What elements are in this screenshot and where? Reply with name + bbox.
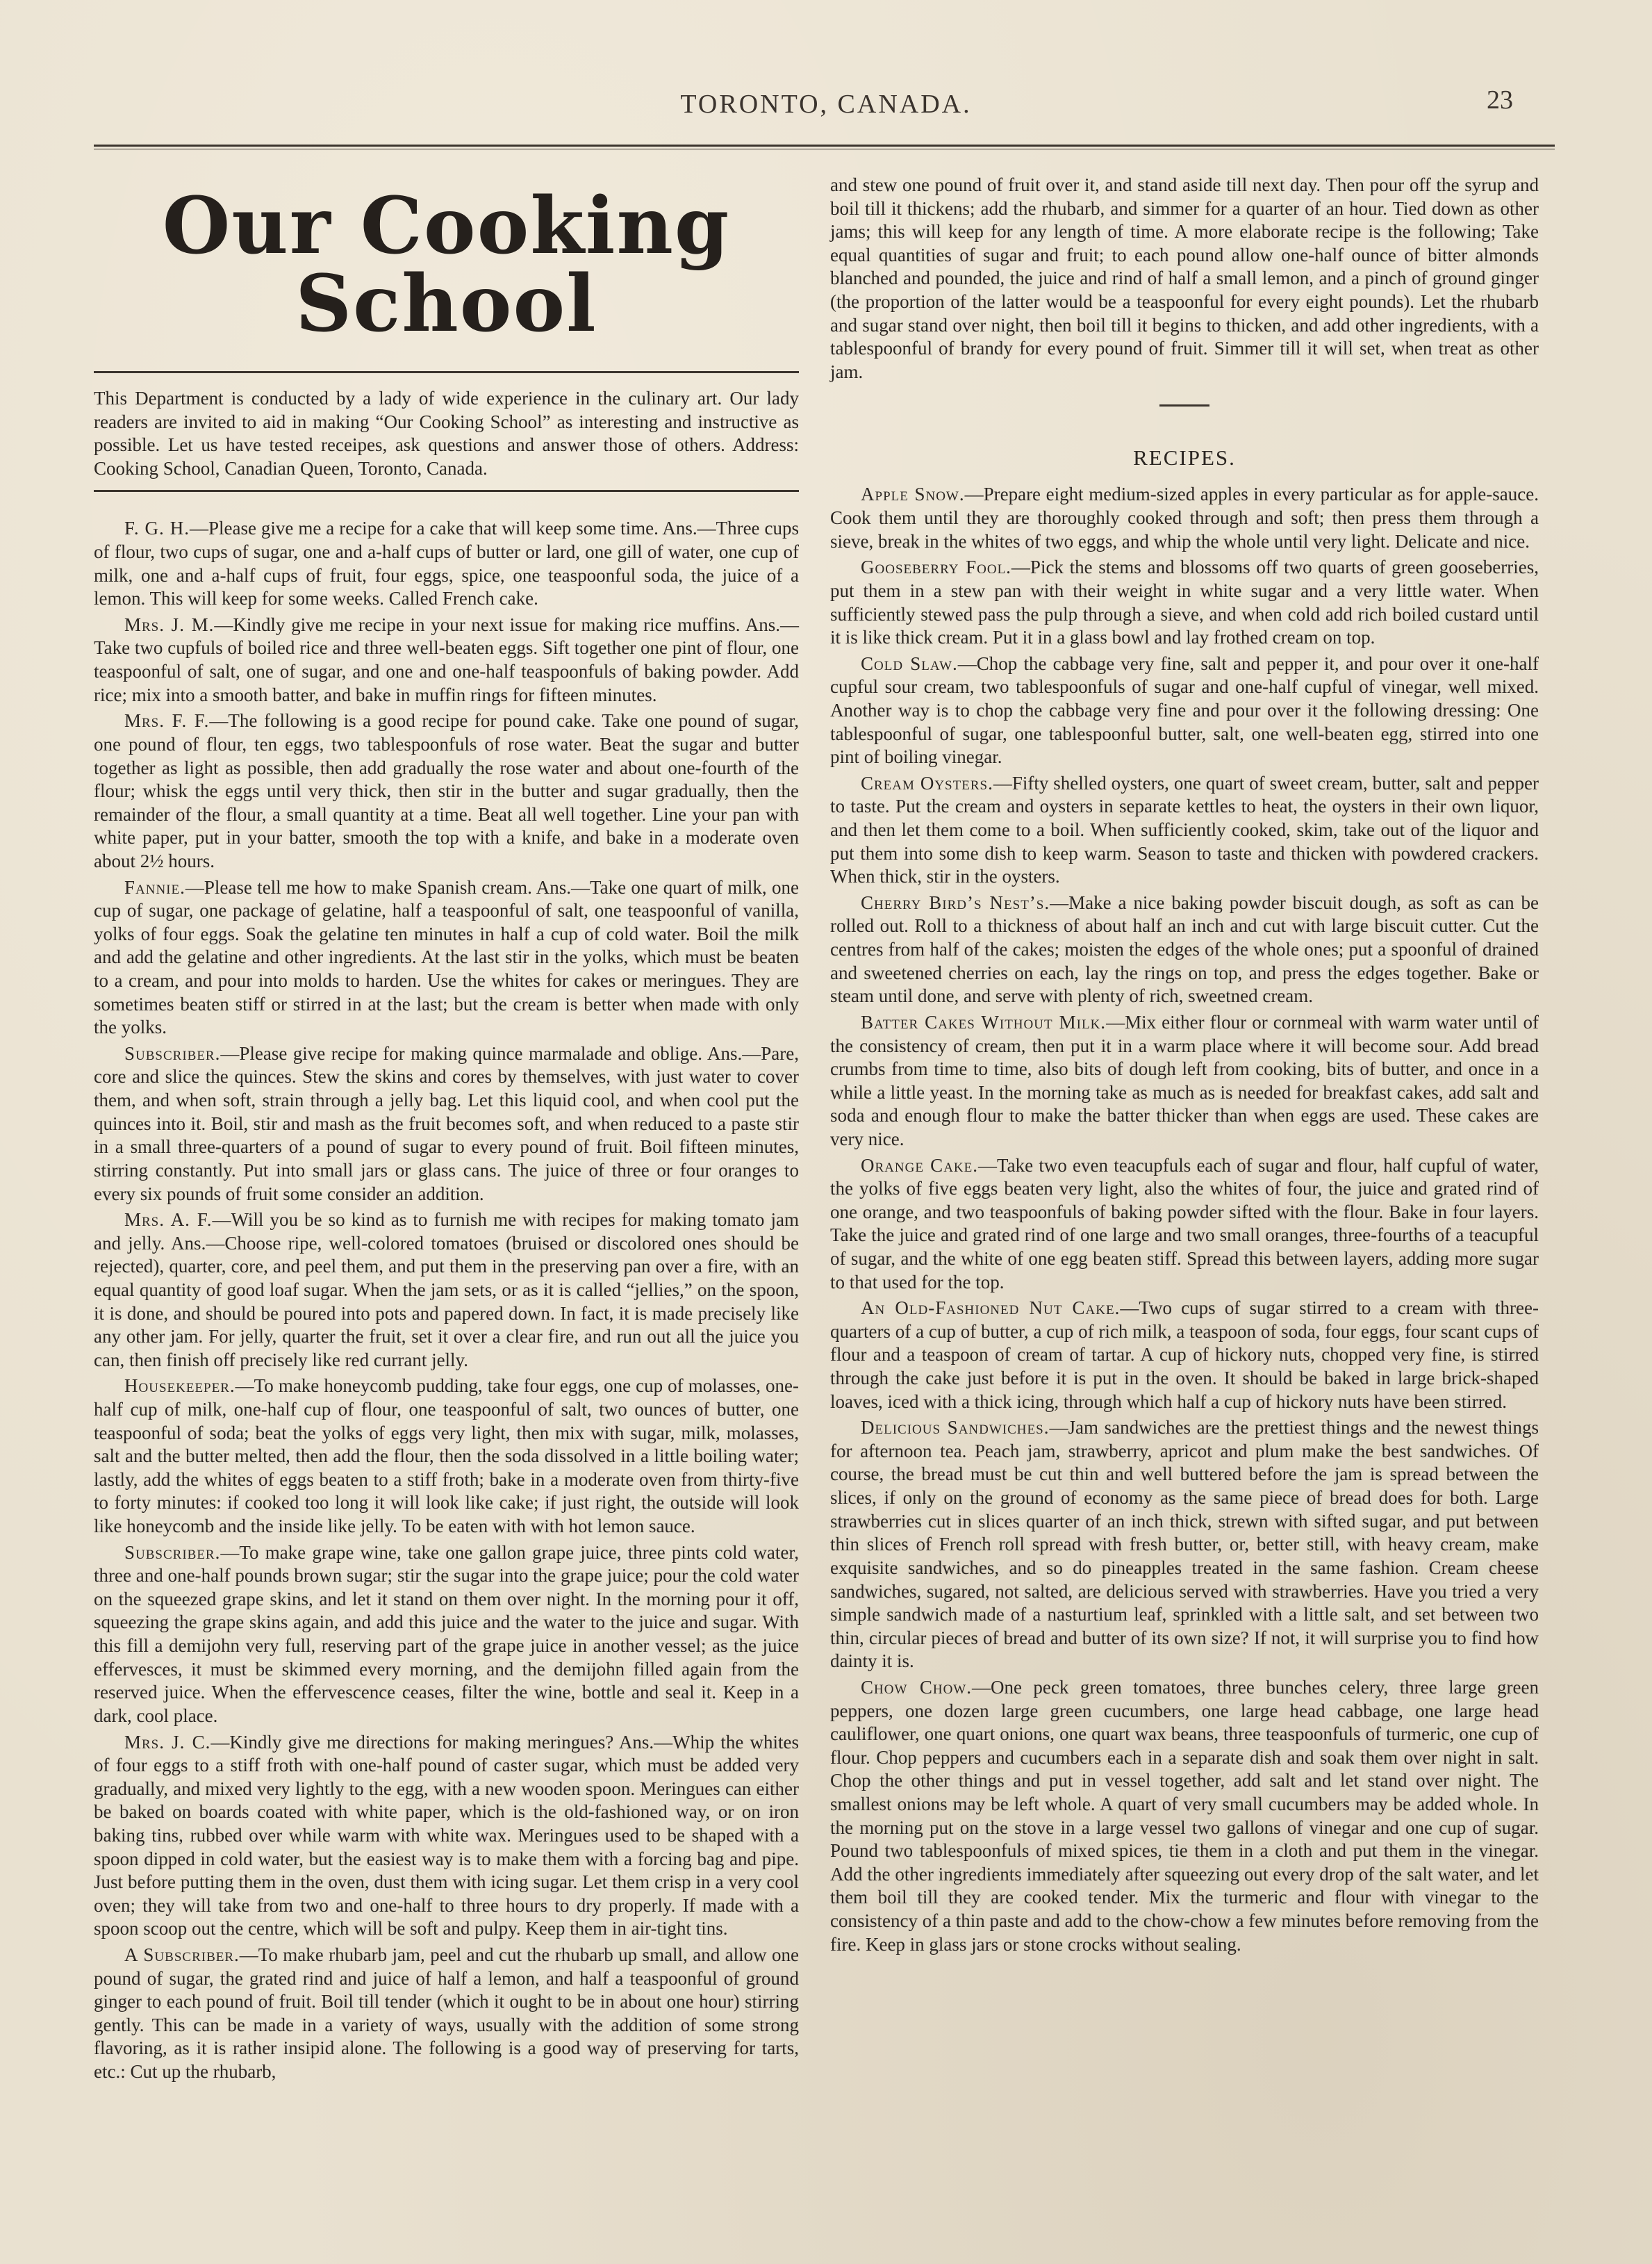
reader-query bbox=[94, 614, 799, 707]
reader-query bbox=[94, 876, 799, 1040]
recipe-entry-text: —One peck green tomatoes, three bunches celery, three large green peppers, one dozen large green cucumbers, one large head cabbage, one large head cauliflower, one quart onions, one quart wax beans, three teaspoonfuls of turmeric, one cup of flour. Chop peppers and cucumbers each in a separate dish and soak them over night in salt. Chop the other things and put in vessel together, add salt and let stand over night. The smallest onions may be left whole. A quart of very small cucumbers may be added whole. In the morning put on the stove in a large vessel two gallons of vinegar and one cup of sugar. Pound two tablespoonfuls of mixed spices, tie them in a cloth and put them in the vinegar. Add the other ingredients immediately after squeezing out every drop of the salt water, and let them boil till they are cooked tender. Mix the turmeric and flour with vinegar to the consistency of a thin paste and add to the chow-chow a few minutes before removing from the fire. Keep in glass jars or stone crocks without sealing. bbox=[830, 1676, 1539, 1955]
recipe-entry-text: —Take two even teacupfuls each of sugar and flour, half cupful of water, the yolks of five eggs beaten very light, also the whites of four, the juice and grated rind of one orange, and two teaspoonfuls of baking powder sifted with the flour. Bake in four layers. Take the juice and grated rind of one large and two small oranges, three-fourths of a teacupful of sugar, and the white of one egg beaten stiff. Spread this between layers, adding more sugar to that used for the top. bbox=[830, 1154, 1539, 1293]
recipe-entry-text: —Mix either flour or cornmeal with warm water until of the consistency of cream, then put it in a warm place where it will become sour. Add bread crumbs from time to time, also bits of dough left from cooking, bits of butter, and once in a while a little yeast. In the morning take as much as is needed for breakfast cakes, add salt and soda and enough flour to make the batter thicker than when eggs are used. These cakes are very nice. bbox=[830, 1011, 1539, 1149]
reader-query-lead: A Subscriber. bbox=[124, 1944, 240, 1965]
recipe-entry-text: —Fifty shelled oysters, one quart of sweet cream, butter, salt and pepper to taste. Put the cream and oysters in separate kettles to heat, the oysters in their own liquor, and then let them come to a boil. When sufficiently cooked, skim, take out of the liquor and put them into some dish to keep warm. Season to taste and thicken with powdered crackers. When thick, stir in the oysters. bbox=[830, 772, 1539, 887]
reader-query-text: —Will you be so kind as to furnish me with recipes for making tomato jam and jelly. Ans.—Choose ripe, well-colored tomatoes (bruised or discolored ones should be rejected), quarter, core, and peel them, and put them in the preserving pan over a fire, with an equal quantity of good loaf sugar. When the jam sets, or as it is called “jellies,” on the spoon, it is done, and should be poured into pots and papered down. In fact, it is made precisely like any other jam. For jelly, quarter the fruit, set it over a clear fire, and run out all the juice you can, then finish off precisely like red currant jelly. bbox=[94, 1209, 799, 1370]
reader-query bbox=[94, 1208, 799, 1372]
reader-query bbox=[94, 1541, 799, 1728]
reader-query-lead: Mrs. A. F. bbox=[124, 1209, 213, 1231]
recipe-entry-lead: Chow Chow. bbox=[861, 1676, 972, 1698]
reader-query-lead: Mrs. J. M. bbox=[124, 614, 215, 635]
recipe-entry bbox=[830, 772, 1539, 889]
recipe-entry-text: —Make a nice baking powder biscuit dough, as soft as can be rolled out. Roll to a thickness of about half an inch and cut with large biscuit cutter. Cut the centres from half of the cakes; moisten the edges of the whole ones; put a spoonful of drained and sweetened cherries on each, lay the rings on top, and press the edges together. Bake or steam until done, and serve with plenty of rich, sweetned cream. bbox=[830, 892, 1539, 1007]
recipe-entry bbox=[830, 1676, 1539, 1956]
reader-query-lead: Subscriber. bbox=[124, 1042, 221, 1064]
reader-query-lead: Mrs. F. F. bbox=[124, 710, 210, 732]
recipe-entry-text: —Chop the cabbage very fine, salt and pepper it, and pour over it one-half cupful sour cream, two tablespoonfuls of sugar and one-half cupful of vinegar, well mixed. Another way is to chop the cabbage very fine and pour over it the following dressing: One tablespoonful of sugar, one tablespoonful butter, salt, one well-beaten egg, stirred into one pint of boiling vinegar. bbox=[830, 653, 1539, 768]
question-answer-list bbox=[94, 517, 799, 2083]
recipe-entry bbox=[830, 556, 1539, 649]
recipes-heading: RECIPES. bbox=[1133, 445, 1236, 470]
recipe-entry-lead: Cherry Bird’s Nest’s. bbox=[861, 892, 1050, 913]
reader-query bbox=[94, 1375, 799, 1538]
section-divider bbox=[1159, 404, 1209, 407]
recipe-entry-lead: Delicious Sandwiches. bbox=[861, 1417, 1050, 1438]
reader-query bbox=[94, 709, 799, 873]
running-title: TORONTO, CANADA. bbox=[680, 90, 972, 119]
reader-query-text: —Kindly give me recipe in your next issue for making rice muffins. Ans.—Take two cupfuls of boiled rice and three well-beaten eggs. Sift together one pint of flour, one teaspoonful of salt, one of sugar, and one and one-half teaspoonfuls of baking powder. Add rice; mix into a smooth batter, and bake in muffin rings for fifteen minutes. bbox=[94, 614, 799, 705]
recipe-entry bbox=[830, 1416, 1539, 1673]
reader-query-text: —Please tell me how to make Spanish cream. Ans.—Take one quart of milk, one cup of sugar, one package of gelatine, half a teaspoonful of salt, one teaspoonful of vanilla, yolks of four eggs. Soak the gelatine ten minutes in half a cup of cold water. Boil the milk and add the gelatine and other ingredients. At the last stir in the yolks, which must be beaten to a cream, and pour into molds to harden. Use the whites for cakes or meringues. They are sometimes beaten stiff or stirred in at the last; but the cream is better when made with only the yolks. bbox=[94, 876, 799, 1038]
reader-query-lead: Housekeeper. bbox=[124, 1375, 236, 1397]
header-rule bbox=[94, 145, 1555, 147]
reader-query bbox=[94, 1944, 799, 2084]
reader-query-text: —To make honeycomb pudding, take four eggs, one cup of molasses, one-half cup of milk, one-half cup of flour, one teaspoonful of salt, two ounces of butter, one teaspoonful of soda; beat the yolks of eggs very light, then mix with sugar, milk, molasses, salt and the butter melted, then add the flour, then the soda dissolved in a little boiling water; lastly, add the whites of eggs beaten to a stiff froth; bake in a moderate oven from thirty-five to forty minutes: if cooked too long it will look like cake; if just right, the outside will look like honeycomb and the inside like jelly. To be eaten with with hot lemon sauce. bbox=[94, 1375, 799, 1537]
reader-query-lead: Subscriber. bbox=[124, 1541, 221, 1563]
reader-query bbox=[94, 1042, 799, 1206]
right-column bbox=[830, 174, 1539, 1959]
reader-query-text: —The following is a good recipe for pound cake. Take one pound of sugar, one pound of flour, ten eggs, two tablespoonfuls of rose water. Beat the sugar and butter together as light as possible, then add gradually the rose water and about one-fourth of the flour; whisk the eggs until very thick, then stir in the butter and sugar gradually, then the remainder of the flour, a small quantity at a time. Beat all well together. Line your pan with white paper, put in your batter, smooth the top with a knife, and bake in a moderate oven about 2½ hours. bbox=[94, 710, 799, 871]
recipe-entry-lead: Batter Cakes Without Milk. bbox=[861, 1011, 1107, 1033]
recipe-entry-text: —Prepare eight medium-sized apples in every particular as for apple-sauce. Cook them until they are thoroughly cooked through and soft; then press them through a sieve, break in the whites of two eggs, and whip the whole until very light. Delicate and nice. bbox=[830, 484, 1539, 552]
recipe-entry-lead: Cream Oysters. bbox=[861, 772, 993, 794]
recipe-entry bbox=[830, 1154, 1539, 1295]
recipe-entry bbox=[830, 1011, 1539, 1151]
recipe-entry-lead: Gooseberry Fool. bbox=[861, 557, 1011, 578]
page-number: 23 bbox=[1487, 85, 1513, 115]
reader-query bbox=[94, 517, 799, 610]
recipe-entry-text: —Jam sandwiches are the prettiest things and the newest things for afternoon tea. Peach jam, strawberry, apricot and plum make the best sandwiches. Of course, the bread must be cut thin and well buttered before the jam is spread between the slices, if only on the ground of economy as the same piece of bread does for both. Large strawberries cut in slices quarter of an inch thick, strewn with sifted sugar, and put between thin slices of French roll spread with fresh butter, or, better still, with heavy cream, make exquisite sandwiches, and so do pineapples treated in the same fashion. Cream cheese sandwiches, sugared, not salted, are delicious served with strawberries. Have you tried a very simple sandwich made of a nasturtium leaf, sprinkled with a little salt, and set between two thin, circular pieces of bread and butter of its own size? If not, it will surprise you to find how dainty it is. bbox=[830, 1417, 1539, 1672]
left-column bbox=[94, 174, 799, 2087]
reader-query-text: —To make rhubarb jam, peel and cut the rhubarb up small, and allow one pound of sugar, the grated rind and juice of half a lemon, and half a teaspoonful of ground ginger to each pound of fruit. Boil till tender (which it ought to be in about one hour) stirring gently. This can be made in a variety of ways, usually with the addition of some strong flavoring, as it is rather insipid alone. The following is a good way of preserving for tarts, etc.: Cut up the rhubarb, bbox=[94, 1944, 799, 2083]
section-masthead: Our Cooking School bbox=[162, 181, 731, 350]
recipe-entry bbox=[830, 483, 1539, 553]
recipe-entry-lead: Apple Snow. bbox=[861, 484, 965, 505]
department-intro: This Department is conducted by a lady of wide experience in the culinary art. Our lady readers are invited to aid in making “Our Cooking School” as interesting and instructive as possible. Let us have tested receipes, ask questions and answer those of others. Address: Cooking School, Canadian Queen, Toronto, Canada. bbox=[94, 388, 799, 479]
reader-query bbox=[94, 1731, 799, 1941]
recipe-entry bbox=[830, 653, 1539, 769]
recipe-entry-lead: Cold Slaw. bbox=[861, 653, 958, 674]
reader-query-text: —To make grape wine, take one gallon grape juice, three pints cold water, three and one-half pounds brown sugar; stir the sugar into the grape juice; pour the cold water on the squeezed grape skins, and let it stand on them over night. In the morning pour it off, squeezing the grape skins again, and add this juice and the water to the juice and sugar. With this fill a demijohn very full, reserving part of the grape juice in another vessel; as the juice effervesces, it must be skimmed every morning, and the demijohn filled again from the reserved juice. When the effervescence ceases, filter the wine, bottle and seal it. Keep in a dark, cool place. bbox=[94, 1541, 799, 1726]
recipe-entry-lead: An Old-Fashioned Nut Cake. bbox=[861, 1297, 1121, 1319]
recipe-entry-text: —Two cups of sugar stirred to a cream with three-quarters of a cup of butter, a cup of rich milk, a teaspoon of soda, four eggs, four scant cups of flour and a teaspoon of cream of tartar. A cup of hickory nuts, chopped very fine, is stirred through the cake just before it is put in the oven. It should be baked in large brick-shaped loaves, iced with a thick icing, through which half a cup of hickory nuts have been stirred. bbox=[830, 1297, 1539, 1412]
masthead-rule bbox=[94, 371, 799, 373]
reader-query-text: —Please give me a recipe for a cake that will keep some time. Ans.—Three cups of flour, two cups of sugar, one and a-half cups of butter or lard, one gill of water, one cup of milk, one and a-half cups of fruit, four eggs, spice, one teaspoonful soda, the juice of a lemon. This will keep for some weeks. Called French cake. bbox=[94, 518, 799, 609]
continued-answer: and stew one pound of fruit over it, and stand aside till next day. Then pour off the syrup and boil till it thickens; add the rhubarb, and simmer for a quarter of an hour. Tied down as other jams; this will keep for any length of time. A more elaborate recipe is the following; Take equal quantities of sugar and fruit; to each pound allow one-half ounce of bitter almonds blanched and pounded, the juice and rind of half a small lemon, and a pinch of ground ginger (the proportion of the latter would be a teaspoonful for every eight pounds). Let the rhubarb and sugar stand over night, then boil till it begins to thicken, and add other ingredients, with a tablespoonful of brandy for every pound of fruit. Simmer till it will set, when treat as other jam. bbox=[830, 174, 1539, 382]
reader-query-lead: F. G. H. bbox=[124, 518, 190, 539]
reader-query-text: —Please give recipe for making quince marmalade and oblige. Ans.—Pare, core and slice the quinces. Stew the skins and cores by themselves, with just water to cover them, and when soft, strain through a jelly bag. Let this liquid cool, and when cool put the quinces into it. Boil, stir and mash as the fruit becomes soft, and when reduced to a paste stir in a small three-quarters of a pound of sugar to every pound of fruit. Boil fifteen minutes, stirring constantly. Put into small jars or glass cans. The juice of three or four oranges to every six pounds of fruit some consider an addition. bbox=[94, 1042, 799, 1204]
intro-rule bbox=[94, 490, 799, 492]
recipe-entry bbox=[830, 1297, 1539, 1413]
reader-query-lead: Fannie. bbox=[124, 876, 185, 898]
recipe-list bbox=[830, 483, 1539, 1956]
recipe-entry bbox=[830, 892, 1539, 1008]
recipe-entry-text: —Pick the stems and blossoms off two quarts of green gooseberries, put them in a stew pan with their weight in white sugar and a very little water. When sufficiently stewed pass the pulp through a sieve, and when cold add rich boiled custard until it is like thick cream. Put it in a glass bowl and lay frothed cream on top. bbox=[830, 557, 1539, 648]
reader-query-lead: Mrs. J. C. bbox=[124, 1731, 211, 1753]
recipe-entry-lead: Orange Cake. bbox=[861, 1154, 978, 1176]
reader-query-text: —Kindly give me directions for making meringues? Ans.—Whip the whites of four eggs to a stiff froth with one-half pound of caster sugar, which must be added very gradually, and mixed very lightly to the egg, with a new wooden spoon. Meringues can either be baked on boards coated with white paper, which is the old-fashioned way, or on iron baking tins, rubbed over while warm with white wax. Meringues used to be shaped with a spoon dipped in cold water, but the easiest way is to make them with a forcing bag and pipe. Just before putting them in the oven, dust them with icing sugar. Let them crisp in a very cool oven; they will take from two and one-half to three hours to dry properly. If made with a spoon scoop out the centre, which will be soft and pulpy. Keep them in air-tight tins. bbox=[94, 1731, 799, 1939]
